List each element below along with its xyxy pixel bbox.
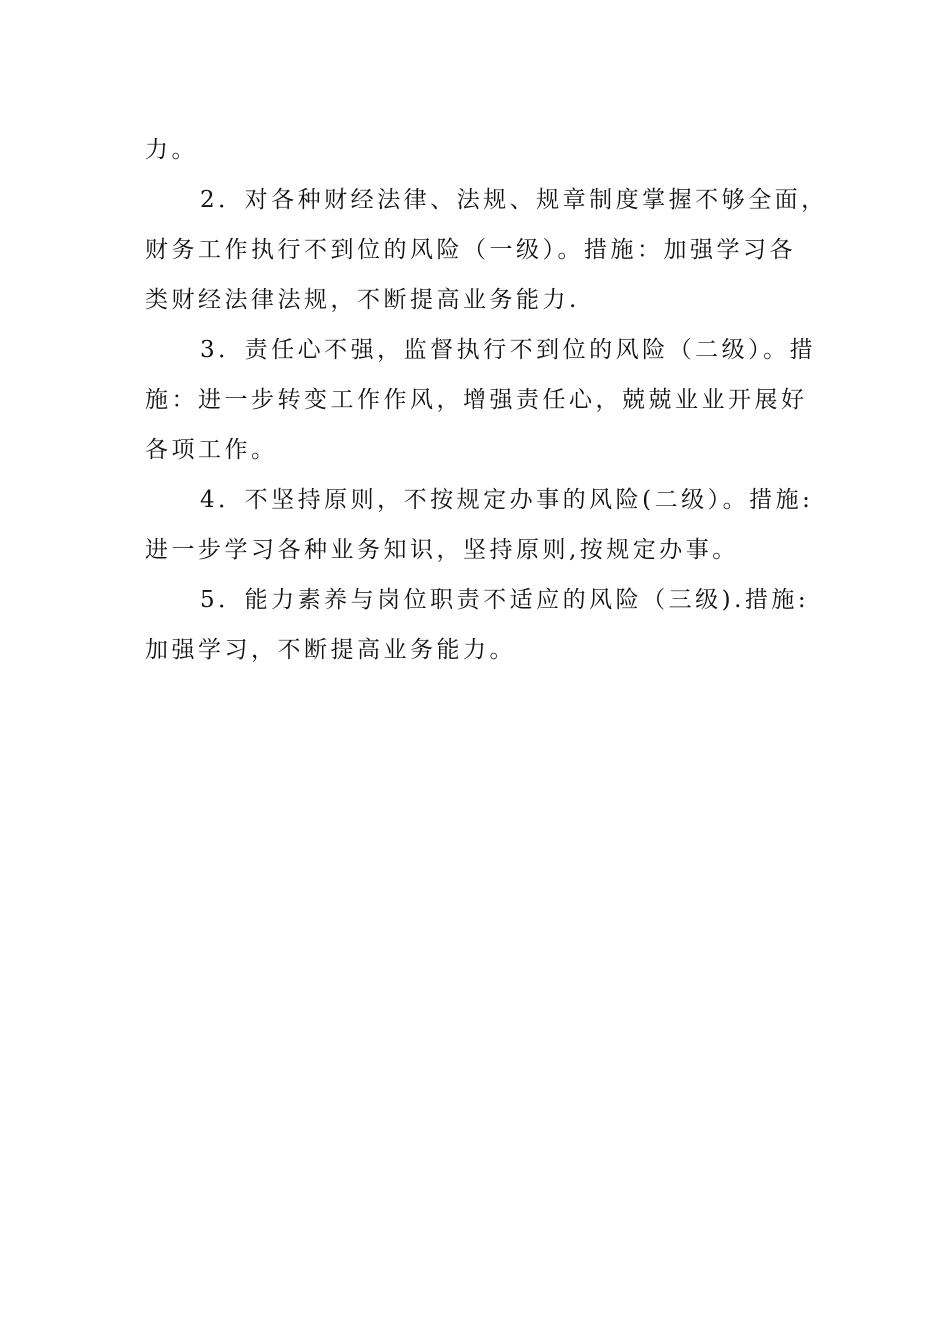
body-text — [145, 125, 828, 675]
paragraph-1-line-end: 力。 — [145, 137, 198, 163]
item-2-line-2: 财务工作执行不到位的风险（一级）。措施：加强学习各 — [145, 237, 796, 263]
item-2-line-3: 类财经法律法规，不断提高业务能力. — [145, 287, 580, 313]
item-3-line-2: 施：进一步转变工作作风，增强责任心，兢兢业业开展好 — [145, 387, 808, 413]
item-5-line-2: 加强学习，不断提高业务能力。 — [145, 637, 516, 663]
item-2-line-1: 2．对各种财经法律、法规、规章制度掌握不够全面， — [200, 187, 828, 213]
item-4-line-2: 进一步学习各种业务知识，坚持原则,按规定办事。 — [145, 537, 739, 563]
item-5-line-1: 5．能力素养与岗位职责不适应的风险（三级).措施: — [200, 587, 810, 613]
item-4-line-1: 4．不坚持原则，不按规定办事的风险(二级）。措施: — [200, 487, 814, 513]
item-3-line-3: 各项工作。 — [145, 437, 278, 463]
item-3-line-1: 3．责任心不强，监督执行不到位的风险（二级）。措 — [200, 337, 817, 363]
